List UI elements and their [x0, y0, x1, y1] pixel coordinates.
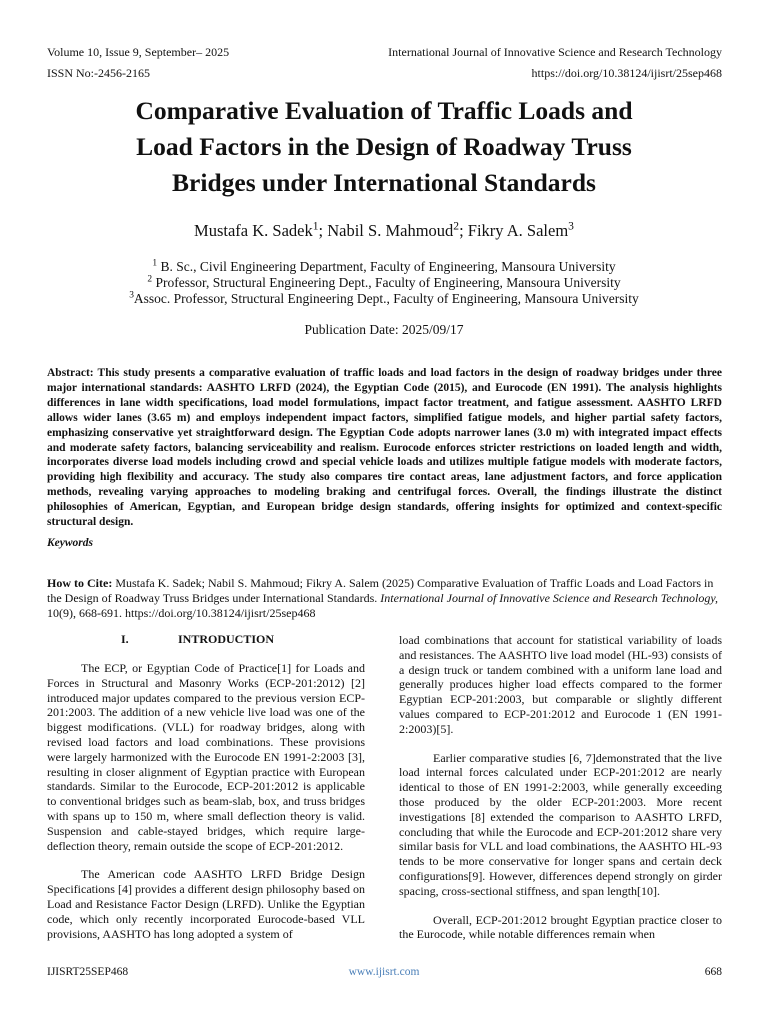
body-paragraph: The American code AASHTO LRFD Bridge Design Specifications [4] provides a different design philosophy based on Load and Resistance Factor Design (LRFD). Unlike the Egyptian code, which only recently incorporated Eurocode-based VLL provisions, AASHTO has long adopted a system of: [47, 867, 365, 941]
title-line: Load Factors in the Design of Roadway Truss: [136, 132, 632, 161]
author-name: Fikry A. Salem: [467, 221, 569, 240]
author-superscript: 1: [312, 220, 319, 233]
citation-text: Mustafa K. Sadek; Nabil S. Mahmoud; Fikry A. Salem (2025) Comparative Evaluation of Traffic Loads and Load Factors in the Design of Roadway Truss Bridges under International Standards.: [47, 576, 714, 605]
author-superscript: 3: [568, 220, 574, 233]
left-column: [47, 661, 365, 941]
author-list: Mustafa K. Sadek$^1$; Nabil S. Mahmoud$^2$; Fikry A. Salem$^3$: [194, 220, 574, 240]
keywords-label: Keywords: [47, 537, 93, 549]
footer-website-link[interactable]: www.ijisrt.com: [348, 966, 420, 978]
paper-title: [40, 93, 728, 201]
volume-info: Volume 10, Issue 9, September– 2025: [47, 45, 230, 59]
author-name: Nabil S. Mahmoud: [327, 221, 454, 240]
affiliations: [0, 259, 768, 307]
affiliation: $^2$ Professor, Structural Engineering Dept., Faculty of Engineering, Mansoura University: [147, 274, 621, 290]
affiliation: $^3$Assoc. Professor, Structural Engineering Dept., Faculty of Engineering, Mansoura University: [129, 290, 639, 306]
author-superscript: 2: [453, 220, 460, 233]
abstract: Abstract: This study presents a comparative evaluation of traffic loads and load factors in the design of roadway bridges under three major international standards: AASHTO LRFD (2024), the Egyptian Code (2015), and Eurocode (EN 1991). The analysis highlights differences in lane width specifications, load model formulations, impact factor treatment, and fatigue assessment. AASHTO LRFD allows wider lanes (3.65 m) and employs independent impact factors, simplified fatigue models, and higher partial safety factors, emphasizing conservative yet straightforward design. The Egyptian Code adopts narrower lanes (3.0 m) with integrated impact effects and moderate safety factors, balancing serviceability and realism. Eurocode enforces stricter restrictions on loaded length and width, incorporates diverse load models including crowd and special vehicle loads and utilizes multiple fatigue models with moderate factors, providing high flexibility and accuracy. The study also compares tire contact areas, lane adjustment factors, and force application methods, revealing varying approaches to modeling braking and centrifugal forces. Overall, the findings illustrate the distinct philosophies of American, Egyptian, and European bridge design standards, offering insights for optimized and context-specific structural design.: [47, 367, 722, 529]
body-paragraph: Earlier comparative studies [6, 7]demonstrated that the live load internal forces calculated under ECP-201:2012 are nearly identical to those of EN 1991-2:2003, while generally exceeding those produced by the older ECP-201:2003. More recent investigations [8] extended the comparison to AASHTO LRFD, concluding that while the Eurocode and ECP-201:2012 share very similar basis for VLL and load combinations, the AASHTO HL-93 tends to be more conservative for longer spans and certain deck configurations[9]. However, differences depend strongly on girder spacing, cross-sectional stiffness, and span length[10].: [399, 750, 722, 898]
footer-paper-id: IJISRT25SEP468: [47, 966, 129, 978]
issn: ISSN No:-2456-2165: [47, 66, 151, 80]
body-paragraph: The ECP, or Egyptian Code of Practice[1] for Loads and Forces in Structural and Masonry Works (ECP-201:2012) [2] introduced major updates compared to the previous version ECP-201:2003. The addition of a new vehicle live load was one of the biggest modifications. (VLL) for roadway bridges, along with revised load factors and load combinations. These provisions were largely harmonized with the Eurocode EN 1991-2:2003 [3], resulting in closer alignment of Egyptian practice with European standards. Similar to the Eurocode, ECP-201:2012 is applicable to conventional bridges such as beam-slab, box, and truss bridges with spans up to 150 m, where small deflection theory is valid. Suspension and cable-stayed bridges, which require large-deflection theory, remain outside the scope of ECP-201:2012.: [47, 661, 365, 853]
doi-link[interactable]: https://doi.org/10.38124/ijisrt/25sep468: [531, 66, 722, 80]
how-to-cite-label: How to Cite:: [47, 576, 113, 590]
section-title: INTRODUCTION: [178, 632, 275, 646]
right-column: [399, 633, 722, 942]
citation-journal: International Journal of Innovative Science and Research Technology,: [380, 590, 718, 605]
author-name: Mustafa K. Sadek: [194, 221, 313, 240]
how-to-cite: [47, 576, 722, 620]
title-line: Bridges under International Standards: [172, 168, 596, 197]
journal-name: International Journal of Innovative Science and Research Technology: [388, 45, 722, 59]
section-number: I.: [121, 632, 129, 646]
body-paragraph: load combinations that account for statistical variability of loads and resistances. The AASHTO live load model (HL-93) consists of a design truck or tandem combined with a uniform lane load and generally produces higher load effects compared to the former Egyptian ECP-201:2003, but comparable or slightly different values compared to ECP-201:2012 and Eurocode 1 (EN 1991-2:2003)[5].: [399, 633, 722, 736]
affiliation: $^1$ B. Sc., Civil Engineering Department, Faculty of Engineering, Mansoura University: [152, 258, 616, 274]
body-paragraph: Overall, ECP-201:2012 brought Egyptian practice closer to the Eurocode, while notable differences remain when: [399, 912, 722, 942]
citation-tail: 10(9), 668-691. https://doi.org/10.38124/ijisrt/25sep468: [47, 605, 316, 620]
title-line: Comparative Evaluation of Traffic Loads and: [135, 96, 633, 125]
publication-date: Publication Date: 2025/09/17: [304, 322, 464, 337]
page-number: 668: [704, 966, 722, 978]
